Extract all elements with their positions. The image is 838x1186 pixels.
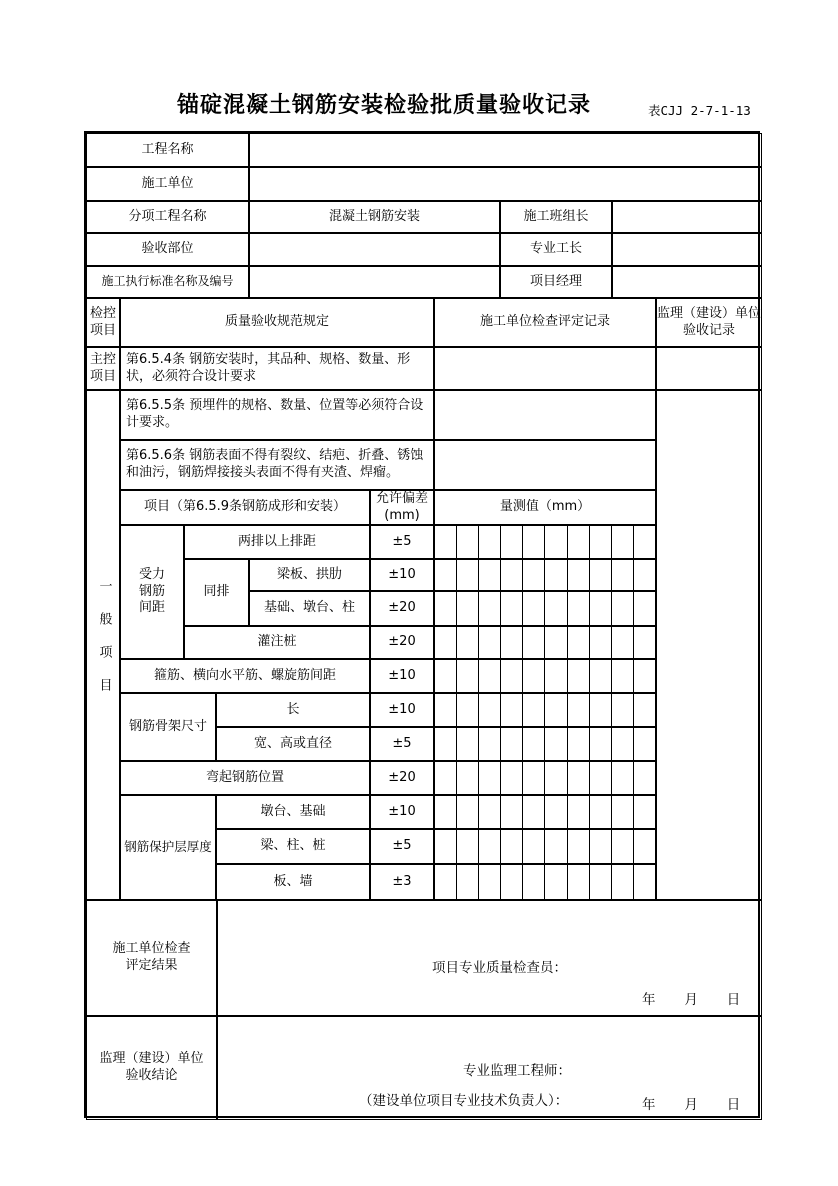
main-control-clause: 第6.5.4条 钢筋安装时，其品种、规格、数量、形状，必须符合设计要求 <box>120 347 434 390</box>
measure-cell <box>568 592 590 625</box>
measure-cell <box>590 627 612 658</box>
measure-cell <box>634 592 655 625</box>
measure-cell <box>479 526 501 558</box>
measure-cell <box>590 762 612 794</box>
tol-item: 墩台、基础 <box>216 795 370 829</box>
measure-cell <box>457 560 479 590</box>
measure-cell <box>523 592 545 625</box>
measure-cell <box>568 694 590 726</box>
measure-cell <box>501 526 523 558</box>
measure-cell <box>568 526 590 558</box>
measure-row <box>434 525 656 559</box>
info-label-foreman: 专业工长 <box>500 233 612 266</box>
measure-cell <box>634 694 655 726</box>
measure-cell <box>479 728 501 760</box>
group-skeleton-size: 钢筋骨架尺寸 <box>120 693 216 761</box>
measure-cell <box>545 762 567 794</box>
measure-cell <box>590 660 612 692</box>
measure-cell <box>501 728 523 760</box>
measure-row <box>434 829 656 864</box>
measure-cell <box>457 796 479 828</box>
measure-row <box>434 795 656 829</box>
measure-row <box>434 727 656 761</box>
info-value-acceptance-part <box>249 233 500 266</box>
measure-cell <box>634 560 655 590</box>
measure-cell <box>568 762 590 794</box>
info-value-construction-unit <box>249 167 762 201</box>
measure-cell <box>501 592 523 625</box>
tol-dev: ±20 <box>370 591 434 626</box>
measure-cell <box>523 627 545 658</box>
info-label-construction-unit: 施工单位 <box>86 167 249 201</box>
info-label-project-name: 工程名称 <box>86 133 249 167</box>
measure-cell <box>568 796 590 828</box>
info-label-standard: 施工执行标准名称及编号 <box>86 266 249 298</box>
measure-cell <box>568 660 590 692</box>
measure-cell <box>501 560 523 590</box>
measure-cell <box>479 796 501 828</box>
header-inspect-col: 检控项目 <box>86 298 120 347</box>
measure-cell <box>523 526 545 558</box>
measure-cell <box>457 660 479 692</box>
measure-cell <box>457 627 479 658</box>
measure-cell <box>545 592 567 625</box>
supervising-engineer-sign-label: 专业监理工程师： <box>463 1063 571 1079</box>
measure-row <box>434 659 656 693</box>
measure-cell <box>501 660 523 692</box>
info-label-subproject: 分项工程名称 <box>86 201 249 233</box>
tol-item: 灌注桩 <box>184 626 370 659</box>
measure-cell <box>568 830 590 863</box>
measure-row <box>434 693 656 727</box>
measure-cell <box>545 627 567 658</box>
measure-row <box>434 591 656 626</box>
measure-cell <box>590 796 612 828</box>
measure-row <box>434 559 656 591</box>
form-code: 表CJJ 2-7-1-13 <box>648 103 751 118</box>
contractor-date: 年 月 日 <box>642 992 745 1008</box>
header-record-col: 施工单位检查评定记录 <box>434 298 656 347</box>
tol-dev: ±3 <box>370 864 434 900</box>
measure-cell <box>634 526 655 558</box>
info-value-subproject: 混凝土钢筋安装 <box>249 201 500 233</box>
tol-dev: ±10 <box>370 559 434 591</box>
measure-cell <box>612 526 634 558</box>
measure-cell <box>634 728 655 760</box>
measure-cell <box>612 627 634 658</box>
tol-dev: ±10 <box>370 795 434 829</box>
measure-cell <box>435 762 457 794</box>
measure-cell <box>590 592 612 625</box>
main-control-record-cell <box>434 347 656 390</box>
header-spec-col: 质量验收规范规定 <box>120 298 434 347</box>
measure-cell <box>457 526 479 558</box>
measure-row <box>434 626 656 659</box>
info-value-standard <box>249 266 500 298</box>
tol-dev: ±20 <box>370 626 434 659</box>
measure-cell <box>634 830 655 863</box>
measure-cell <box>612 592 634 625</box>
measure-cell <box>523 762 545 794</box>
measure-cell <box>479 627 501 658</box>
tol-item: 箍筋、横向水平筋、螺旋筋间距 <box>120 659 370 693</box>
general-supervise-cell <box>656 390 762 900</box>
measure-cell <box>501 627 523 658</box>
tol-item: 基础、墩台、柱 <box>249 591 370 626</box>
supervisor-conclusion-label: 监理（建设）单位验收结论 <box>86 1016 217 1120</box>
clause-655-record-cell <box>434 390 656 440</box>
measure-cell <box>435 865 457 899</box>
measure-cell <box>457 830 479 863</box>
tol-dev: ±10 <box>370 659 434 693</box>
measure-cell <box>523 728 545 760</box>
header-supervise-col: 监理（建设）单位验收记录 <box>656 298 762 347</box>
measure-cell <box>523 694 545 726</box>
info-value-crew-leader <box>612 201 762 233</box>
measure-cell <box>479 865 501 899</box>
measure-header: 量测值（mm） <box>434 490 656 525</box>
measure-cell <box>612 830 634 863</box>
quality-inspector-sign-label: 项目专业质量检查员： <box>432 960 567 976</box>
measure-cell <box>457 694 479 726</box>
contractor-result-label: 施工单位检查评定结果 <box>86 900 217 1016</box>
measure-cell <box>634 865 655 899</box>
clause-655: 第6.5.5条 预埋件的规格、数量、位置等必须符合设计要求。 <box>120 390 434 440</box>
measure-cell <box>435 526 457 558</box>
measure-cell <box>479 592 501 625</box>
main-control-supervise-cell <box>656 347 762 390</box>
measure-cell <box>435 660 457 692</box>
info-value-project-manager <box>612 266 762 298</box>
measure-cell <box>634 660 655 692</box>
measure-cell <box>435 694 457 726</box>
measure-cell <box>501 865 523 899</box>
group-main-bar-spacing: 受力钢筋间距 <box>120 525 184 659</box>
tol-dev: ±20 <box>370 761 434 795</box>
measure-cell <box>523 830 545 863</box>
measure-cell <box>523 865 545 899</box>
tol-dev: ±5 <box>370 525 434 559</box>
tol-item: 两排以上排距 <box>184 525 370 559</box>
measure-cell <box>479 830 501 863</box>
measure-cell <box>501 830 523 863</box>
measure-cell <box>612 728 634 760</box>
general-items-label: 一般项目 <box>86 390 120 900</box>
measure-row <box>434 864 656 900</box>
measure-cell <box>545 796 567 828</box>
tol-item: 宽、高或直径 <box>216 727 370 761</box>
measure-cell <box>479 762 501 794</box>
measure-cell <box>523 796 545 828</box>
measure-cell <box>457 762 479 794</box>
measure-cell <box>612 762 634 794</box>
measure-cell <box>435 627 457 658</box>
measure-cell <box>457 865 479 899</box>
tol-dev: ±5 <box>370 829 434 864</box>
measure-cell <box>501 762 523 794</box>
tol-item: 梁、柱、桩 <box>216 829 370 864</box>
measure-cell <box>501 796 523 828</box>
tolerance-dev-header: 允许偏差(mm) <box>370 490 434 525</box>
measure-cell <box>612 694 634 726</box>
measure-cell <box>545 560 567 590</box>
form-table <box>84 131 760 1118</box>
measure-cell <box>590 728 612 760</box>
measure-cell <box>523 660 545 692</box>
measure-cell <box>545 865 567 899</box>
tol-dev: ±5 <box>370 727 434 761</box>
measure-cell <box>435 728 457 760</box>
tol-item: 长 <box>216 693 370 727</box>
tolerance-item-header: 项目（第6.5.9条钢筋成形和安装） <box>120 490 370 525</box>
measure-cell <box>634 796 655 828</box>
measure-cell <box>568 865 590 899</box>
measure-cell <box>568 627 590 658</box>
measure-cell <box>435 830 457 863</box>
group-same-row: 同排 <box>184 559 249 626</box>
main-control-label: 主控项目 <box>86 347 120 390</box>
measure-cell <box>479 660 501 692</box>
builder-representative-sign-label: （建设单位项目专业技术负责人）： <box>359 1093 569 1109</box>
info-value-foreman <box>612 233 762 266</box>
measure-cell <box>545 694 567 726</box>
measure-cell <box>545 830 567 863</box>
info-label-project-manager: 项目经理 <box>500 266 612 298</box>
info-value-project-name <box>249 133 762 167</box>
page-title: 锚碇混凝土钢筋安装检验批质量验收记录 <box>176 93 591 118</box>
measure-cell <box>612 560 634 590</box>
measure-cell <box>435 796 457 828</box>
measure-cell <box>634 627 655 658</box>
measure-cell <box>545 526 567 558</box>
clause-656-record-cell <box>434 440 656 490</box>
measure-cell <box>501 694 523 726</box>
measure-cell <box>612 865 634 899</box>
clause-656: 第6.5.6条 钢筋表面不得有裂纹、结疤、折叠、锈蚀和油污，钢筋焊接接头表面不得有夹渣、焊瘤。 <box>120 440 434 490</box>
measure-cell <box>435 592 457 625</box>
measure-row <box>434 761 656 795</box>
group-cover-thickness: 钢筋保护层厚度 <box>120 795 216 900</box>
info-label-acceptance-part: 验收部位 <box>86 233 249 266</box>
measure-cell <box>457 592 479 625</box>
measure-cell <box>590 560 612 590</box>
measure-cell <box>612 660 634 692</box>
supervisor-date: 年 月 日 <box>642 1097 745 1113</box>
measure-cell <box>457 728 479 760</box>
measure-cell <box>545 728 567 760</box>
tol-item: 弯起钢筋位置 <box>120 761 370 795</box>
measure-cell <box>479 694 501 726</box>
measure-cell <box>612 796 634 828</box>
measure-cell <box>590 830 612 863</box>
measure-cell <box>590 526 612 558</box>
measure-cell <box>590 865 612 899</box>
measure-cell <box>634 762 655 794</box>
tol-item: 梁板、拱肋 <box>249 559 370 591</box>
measure-cell <box>545 660 567 692</box>
measure-cell <box>435 560 457 590</box>
info-label-crew-leader: 施工班组长 <box>500 201 612 233</box>
tol-item: 板、墙 <box>216 864 370 900</box>
tol-dev: ±10 <box>370 693 434 727</box>
measure-cell <box>568 728 590 760</box>
measure-cell <box>568 560 590 590</box>
measure-cell <box>479 560 501 590</box>
measure-cell <box>523 560 545 590</box>
measure-cell <box>590 694 612 726</box>
